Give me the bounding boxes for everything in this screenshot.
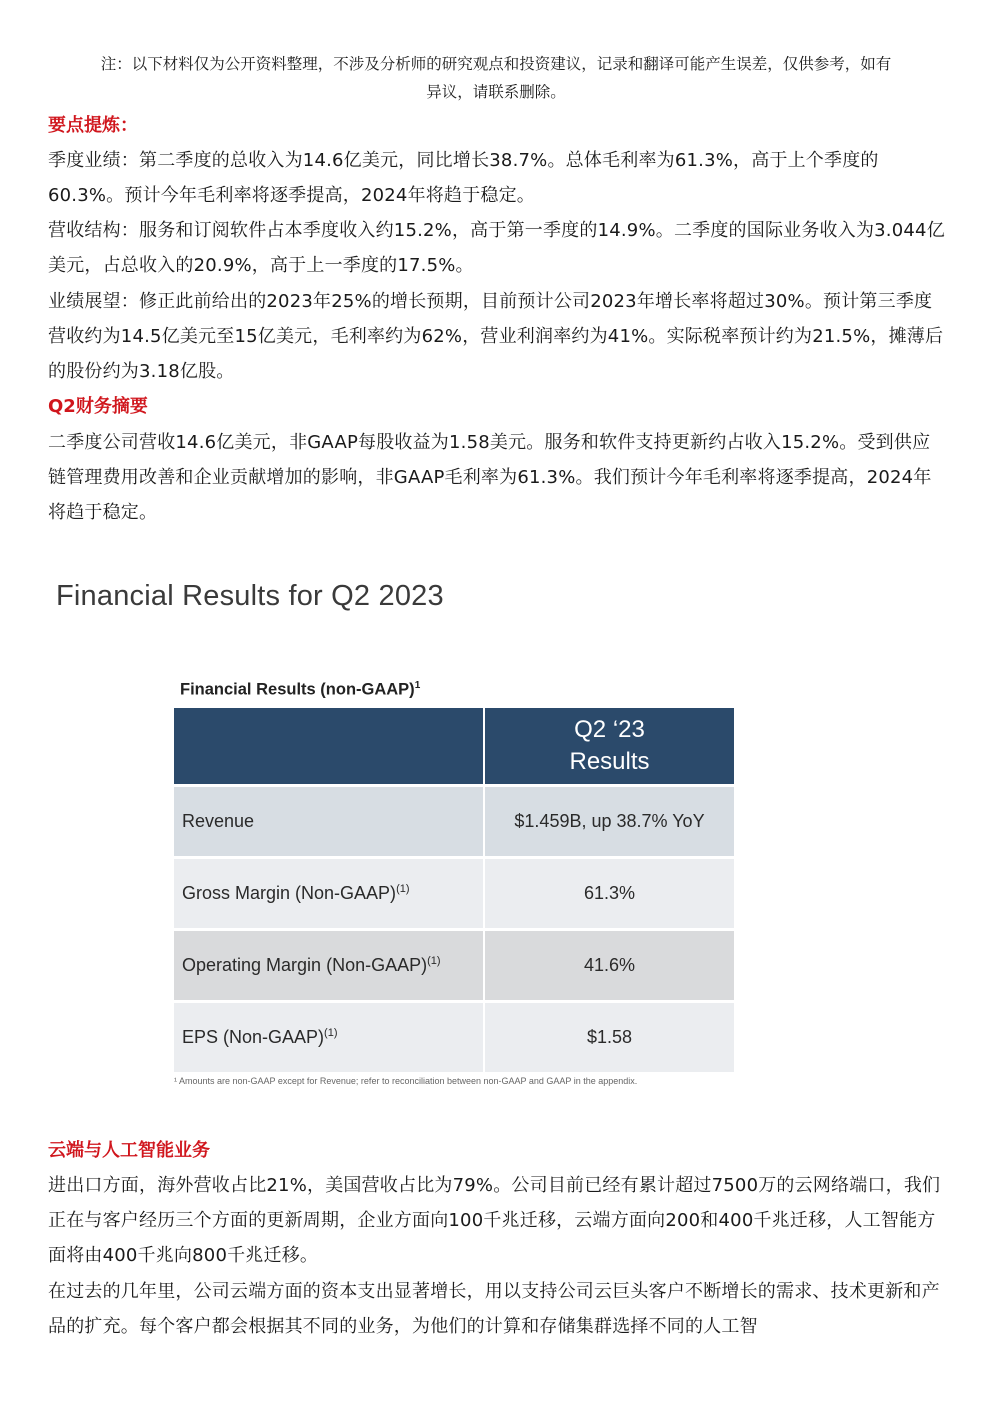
q2-summary-title: Q2财务摘要 xyxy=(48,396,148,417)
q2-summary-body: 二季度公司营收14.6亿美元，非GAAP每股收益为1.58美元。服务和软件支持更新约占收入15.2%。受到供应链管理费用改善和企业贡献增加的影响，非GAAP毛利率为61.3%。我们预计今年毛利率将逐季提高，2024年将趋于稳定。 xyxy=(48,432,932,523)
highlights-quarterly: 季度业绩：第二季度的总收入为14.6亿美元，同比增长38.7%。总体毛利率为61.3%，高于上个季度的60.3%。预计今年毛利率将逐季提高，2024年将趋于稳定。 xyxy=(48,150,879,206)
row-value: 41.6% xyxy=(484,930,734,1002)
table-footnote: ¹ Amounts are non-GAAP except for Revenue; refer to reconciliation between non-GAAP and GAAP in the appendix. xyxy=(174,1076,638,1086)
cloud-ai-title: 云端与人工智能业务 xyxy=(48,1140,210,1161)
cloud-ai-para-1: 进出口方面，海外营收占比21%，美国营收占比为79%。公司目前已经有累计超过7500万的云网络端口，我们正在与客户经历三个方面的更新周期，企业方面向100千兆迁移，云端方面向200和400千兆迁移，人工智能方面将由400千兆向800千兆迁移。 xyxy=(48,1175,941,1266)
highlights-title: 要点提炼： xyxy=(48,115,138,136)
disclaimer-note xyxy=(48,50,944,106)
row-label xyxy=(174,930,484,1002)
row-label-text: EPS (Non-GAAP) xyxy=(182,1027,325,1047)
table-header-row xyxy=(174,708,734,786)
header-line-2: Results xyxy=(569,748,650,775)
financial-results-slide xyxy=(48,560,948,1100)
row-label-text: Operating Margin (Non-GAAP) xyxy=(182,955,428,975)
disclaimer-line-2: 异议，请联系删除。 xyxy=(426,83,566,101)
row-label-sup: (1) xyxy=(324,1027,338,1039)
row-label-text: Revenue xyxy=(182,811,255,831)
highlights-outlook: 业绩展望：修正此前给出的2023年25%的增长预期，目前预计公司2023年增长率将超过30%。预计第三季度营收约为14.5亿美元至15亿美元，毛利率约为62%，营业利润率约为41%。实际税率预计约为21.5%，摊薄后的股份约为3.18亿股。 xyxy=(48,291,944,382)
row-label-sup: (1) xyxy=(427,955,441,967)
highlights-revenue-structure: 营收结构：服务和订阅软件占本季度收入约15.2%，高于第一季度的14.9%。二季度的国际业务收入为3.044亿美元，占总收入的20.9%，高于上一季度的17.5%。 xyxy=(48,220,945,276)
table-header-q2-results xyxy=(484,708,734,786)
table-row xyxy=(174,1002,734,1073)
header-line-1: Q2 ‘23 xyxy=(574,716,645,743)
table-header-empty xyxy=(174,708,484,786)
row-label-text: Gross Margin (Non-GAAP) xyxy=(182,883,397,903)
cloud-ai-para-2: 在过去的几年里，公司云端方面的资本支出显著增长，用以支持公司云巨头客户不断增长的需求、技术更新和产品的扩充。每个客户都会根据其不同的业务，为他们的计算和存储集群选择不同的人工智 xyxy=(48,1281,940,1337)
row-label xyxy=(174,858,484,930)
row-value: 61.3% xyxy=(484,858,734,930)
row-label xyxy=(174,786,484,858)
row-value: $1.459B, up 38.7% YoY xyxy=(484,786,734,858)
financial-results-table xyxy=(174,708,734,1072)
row-label xyxy=(174,1002,484,1073)
slide-title: Financial Results for Q2 2023 xyxy=(56,580,444,612)
row-label-sup: (1) xyxy=(396,883,410,895)
table-row xyxy=(174,786,734,858)
table-row xyxy=(174,858,734,930)
table-caption-sup: 1 xyxy=(414,680,421,691)
table-caption-text: Financial Results (non-GAAP) xyxy=(180,680,415,699)
row-value: $1.58 xyxy=(484,1002,734,1073)
table-row xyxy=(174,930,734,1002)
disclaimer-line-1: 注：以下材料仅为公开资料整理，不涉及分析师的研究观点和投资建议，记录和翻译可能产生误差，仅供参考，如有 xyxy=(100,55,892,73)
table-caption xyxy=(180,680,420,700)
